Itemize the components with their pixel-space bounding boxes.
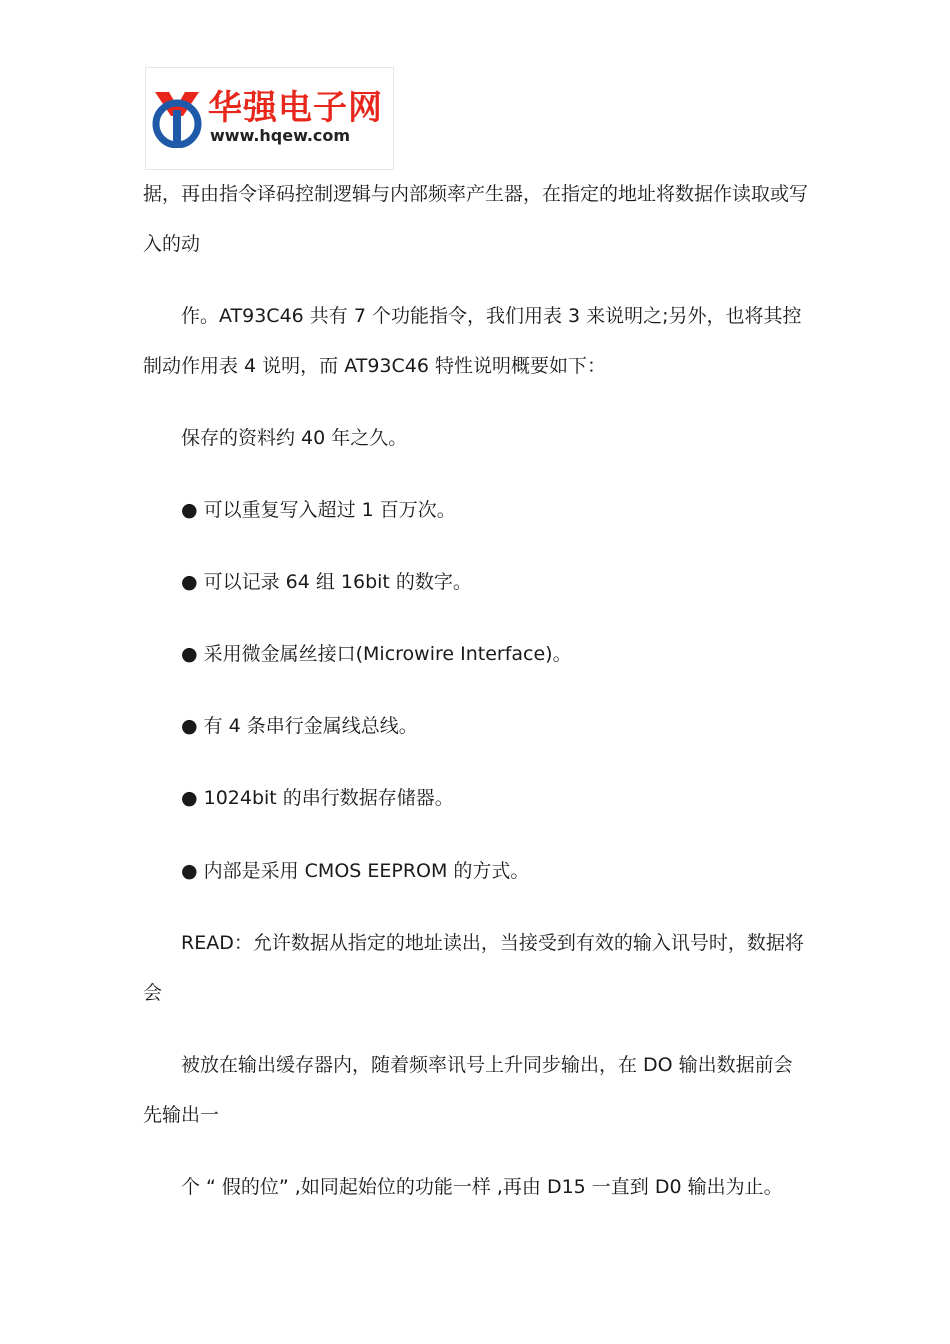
hqew-logo-icon [149,86,205,148]
text-line: 保存的资料约 40 年之久。 [181,427,408,449]
hqew-logo [145,67,394,170]
bullet-item: ● 1024bit 的串行数据存储器。 [181,787,454,809]
bullet-item: ● 内部是采用 CMOS EEPROM 的方式。 [181,860,530,882]
text-line: 制动作用表 4 说明，而 AT93C46 特性说明概要如下： [143,355,606,377]
text-line: 被放在输出缓存器内，随着频率讯号上升同步输出，在 DO 输出数据前会 [181,1054,793,1076]
bullet-item: ● 有 4 条串行金属线总线。 [181,715,418,737]
bullet-item: ● 可以重复写入超过 1 百万次。 [181,499,456,521]
text-line: READ：允许数据从指定的地址读出，当接受到有效的输入讯号时，数据将 [181,932,804,954]
logo-url: www.hqew.com [210,126,351,145]
text-line: 作。AT93C46 共有 7 个功能指令，我们用表 3 来说明之;另外，也将其控 [181,305,802,327]
text-line: 入的动 [143,233,201,255]
text-line: 先输出一 [143,1104,220,1126]
bullet-item: ● 采用微金属丝接口(Microwire Interface)。 [181,643,572,665]
logo-brand-name: 华强电子网 [208,88,383,128]
text-line: 据，再由指令译码控制逻辑与内部频率产生器，在指定的地址将数据作读取或写 [143,183,809,205]
bullet-item: ● 可以记录 64 组 16bit 的数字。 [181,571,472,593]
text-line: 会 [143,982,163,1004]
text-line: 个 “ 假的位” ,如同起始位的功能一样 ,再由 D15 一直到 D0 输出为止。 [181,1176,783,1198]
